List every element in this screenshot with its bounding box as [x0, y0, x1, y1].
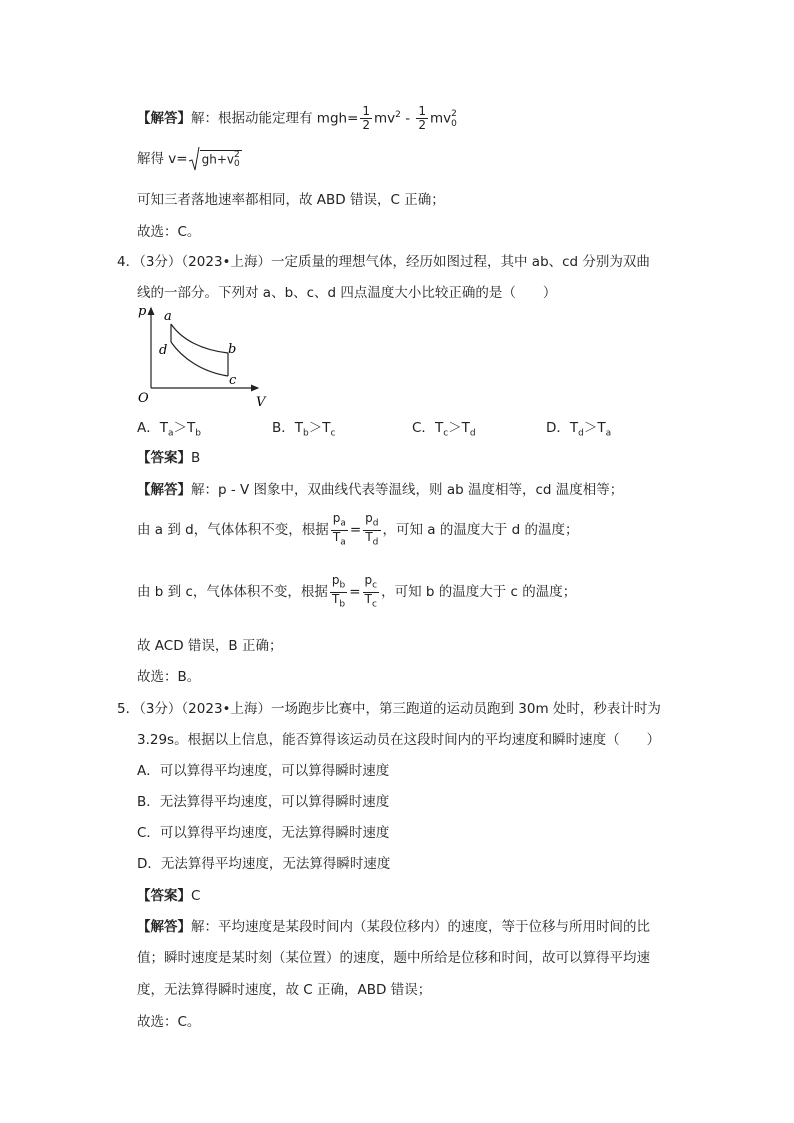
q4-ad-line: 由 a 到 d，气体体积不变，根据 $\frac{p_a}{T_a}$ = $\frac{p_d}{T_d}$ ，可知 a 的温度大于 d 的温度；	[137, 511, 579, 547]
q5-answer: 【答案】C	[137, 888, 201, 904]
q5-solution-line-1: 【解答】解：平均速度是某段时间内（某段位移内）的速度，等于位移与所用时间的比	[137, 919, 650, 935]
q3-frac-2: $\frac{1}{2}$	[418, 103, 427, 132]
q5-stem-line-1: 5．（3分）（2023•上海）一场跑步比赛中，第三跑道的运动员跑到 30m 处时，秒表计时为	[117, 701, 661, 717]
label-d: d	[159, 343, 168, 358]
q4-option-c[interactable]: C．$T_c>T_d$	[412, 420, 476, 439]
label-b: b	[228, 342, 237, 357]
q5-option-c[interactable]: C．可以算得平均速度，无法算得瞬时速度	[137, 825, 390, 841]
q4-stem-line-1: 4．（3分）（2023•上海）一定质量的理想气体，经历如图过程，其中 ab、cd 分别为双曲	[117, 254, 650, 270]
q4-conclusion: 故 ACD 错误，B 正确；	[137, 638, 283, 654]
q3-energy-line: 【解答】解：根据动能定理有 mgh= $\frac{1}{2}$ $mv^2$ - $\frac{1}{2}$ mv 2 0	[137, 103, 457, 132]
q3-conclusion: 可知三者落地速率都相同，故 ABD 错误，C 正确；	[137, 192, 445, 208]
q3-sol-prefix: 解：根据动能定理有 mgh=	[191, 110, 359, 127]
q5-stem-line-2: 3.29s。根据以上信息，能否算得该运动员在这段时间内的平均速度和瞬时速度（ ）	[137, 732, 661, 748]
q4-answer: 【答案】B	[137, 450, 201, 466]
q5-solution-line-3: 度，无法算得瞬时速度，故 C 正确，ABD 错误；	[137, 982, 432, 998]
q4-stem-line-2: 线的一部分。下列对 a、b、c、d 四点温度大小比较正确的是（ ）	[137, 285, 557, 301]
q4-option-a[interactable]: A．$T_a>T_b$	[137, 420, 201, 439]
q3-choose: 故选：C。	[137, 224, 201, 240]
pv-diagram	[130, 300, 270, 410]
label-c: c	[229, 373, 237, 388]
q5-solution-line-2: 值；瞬时速度是某时刻（某位置）的速度，题中所给是位移和时间，故可以算得平均速	[137, 950, 650, 966]
q4-bc-line: 由 b 到 c，气体体积不变，根据 $\frac{p_b}{T_b}$ = $\frac{p_c}{T_c}$ ，可知 b 的温度大于 c 的温度；	[137, 573, 577, 609]
q3-sqrt: gh+v 2 0	[188, 146, 242, 172]
q3-answer-tag: 【解答】	[137, 110, 191, 127]
q3-result-prefix: 解得 v=	[137, 151, 188, 167]
q4-solution-line-1: 【解答】解：p - V 图象中，双曲线代表等温线，则 ab 温度相等，cd 温度相等；	[137, 482, 624, 498]
q4-option-b[interactable]: B．$T_b>T_c$	[272, 420, 336, 439]
q5-option-d[interactable]: D．无法算得平均速度，无法算得瞬时速度	[137, 856, 391, 872]
q3-result-line	[137, 146, 242, 172]
label-V: V	[256, 395, 266, 410]
frac-pc-tc: $\frac{p_c}{T_c}$	[364, 573, 378, 609]
frac-pb-tb: $\frac{p_b}{T_b}$	[331, 573, 346, 609]
frac-pd-td: $\frac{p_d}{T_d}$	[365, 511, 379, 547]
curve-dc	[171, 342, 228, 376]
q5-option-a[interactable]: A．可以算得平均速度，可以算得瞬时速度	[137, 763, 390, 779]
q5-option-b[interactable]: B．无法算得平均速度，可以算得瞬时速度	[137, 794, 390, 810]
q5-choose: 故选：C。	[137, 1014, 201, 1030]
label-p: p	[138, 304, 147, 319]
label-O: O	[138, 391, 149, 406]
q4-choose: 故选：B。	[137, 669, 201, 685]
sqrt-sign-icon	[188, 146, 200, 172]
label-a: a	[164, 309, 172, 324]
curve-ab	[171, 324, 228, 353]
frac-pa-ta: $\frac{p_a}{T_a}$	[332, 511, 346, 547]
q4-option-d[interactable]: D．$T_d>T_a$	[546, 420, 612, 439]
q3-frac-1: $\frac{1}{2}$	[362, 103, 371, 132]
